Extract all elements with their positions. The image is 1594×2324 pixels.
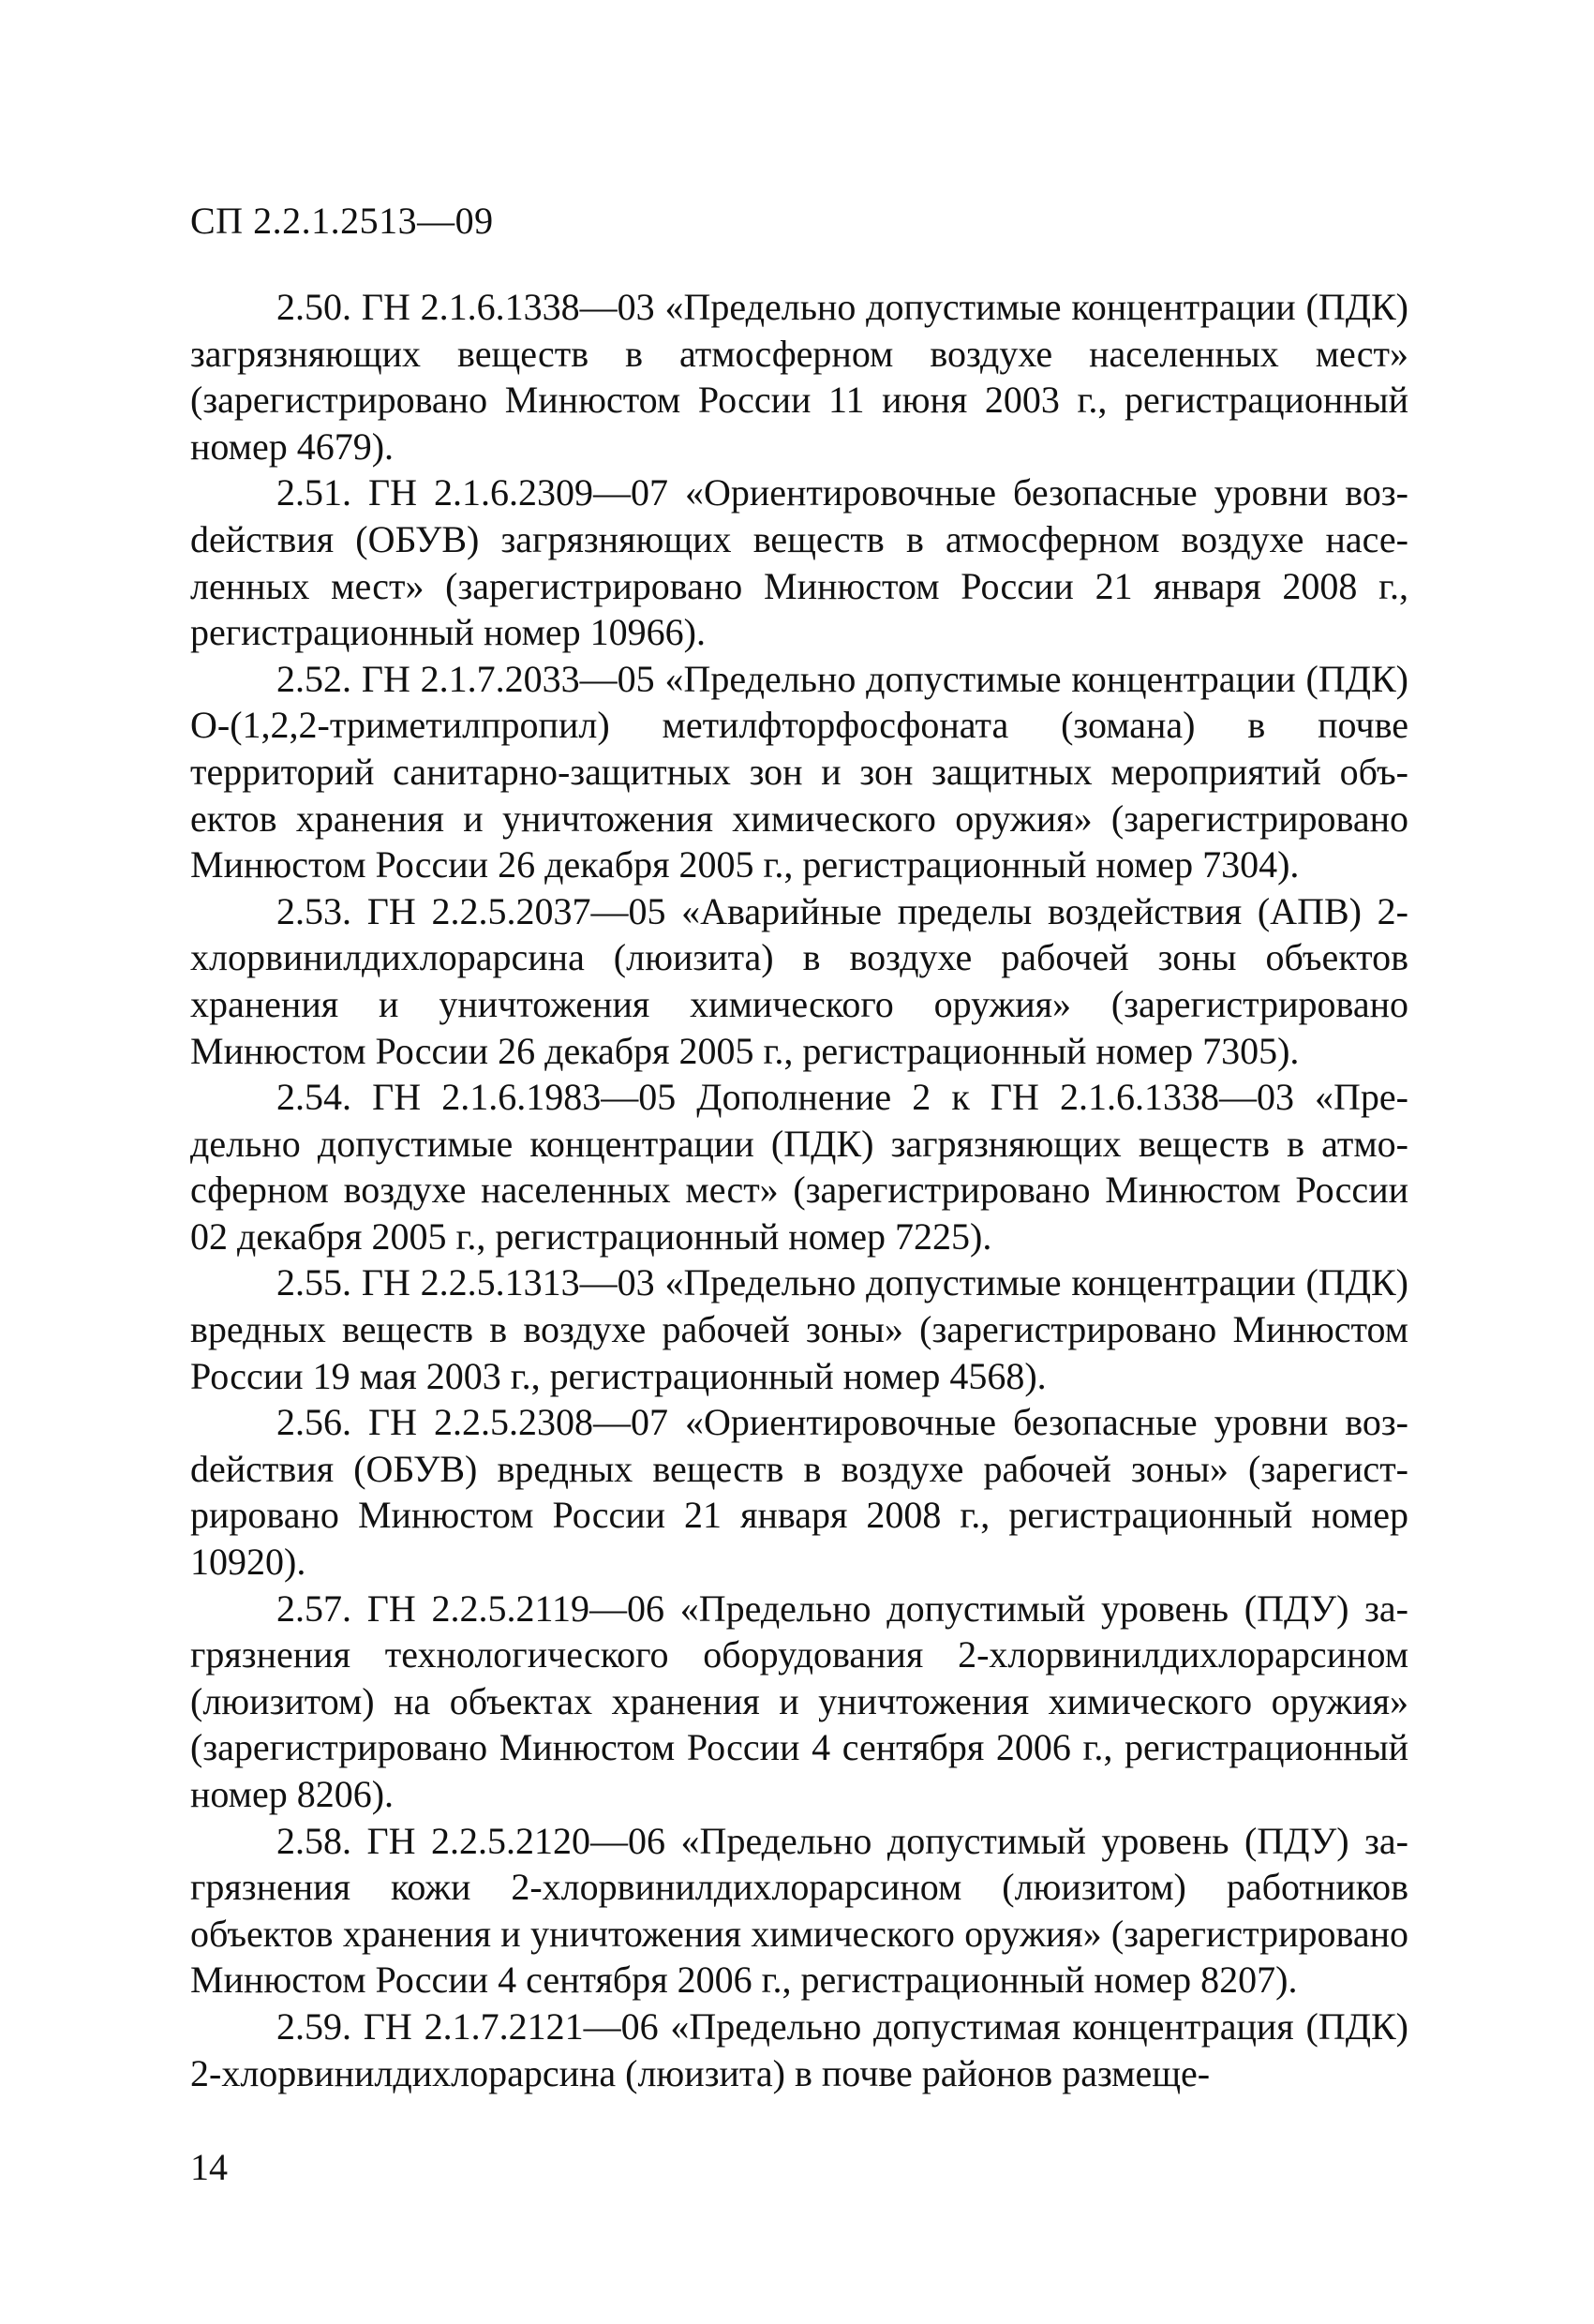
page-number: 14: [190, 2146, 228, 2188]
clause-2-58: 2.58. ГН 2.2.5.2120—06 «Предельно допустимый уровень (ПДУ) загрязнения кожи 2-хлорвинилдихлорарсином (люизитом) работников объектов хранения и уничтожения химического оружия» (зарегистрировано Минюстом России 4 сентября 2006 г., регистрационный номер 8207).: [190, 1819, 1408, 2002]
clause-2-53: 2.53. ГН 2.2.5.2037—05 «Аварийные пределы воздействия (АПВ) 2-хлорвинилдихлорарсина (люизита) в воздухе рабочей зоны объектов хранения и уничтожения химического оружия» (зарегистрировано Минюстом России 26 декабря 2005 г., регистрационный номер 7305).: [190, 889, 1408, 1072]
clause-2-52: 2.52. ГН 2.1.7.2033—05 «Предельно допустимые концентрации (ПДК) О-(1,2,2-триметилпропил) метилфторфосфоната (зомана) в почве территорий санитарно-защитных зон и зон защитных мероприятий объектов хранения и уничтожения химического оружия» (зарегистрировано Минюстом России 26 декабря 2005 г., регистрационный номер 7304).: [190, 657, 1408, 886]
clause-2-56: 2.56. ГН 2.2.5.2308—07 «Ориентировочные безопасные уровни возdействия (ОБУВ) вредных веществ в воздухе рабочей зоны» (зарегистрировано Минюстом России 21 января 2008 г., регистрационный номер 10920).: [190, 1401, 1408, 1584]
clause-2-55: 2.55. ГН 2.2.5.1313—03 «Предельно допустимые концентрации (ПДК) вредных веществ в воздухе рабочей зоны» (зарегистрировано Минюстом России 19 мая 2003 г., регистрационный номер 4568).: [190, 1261, 1408, 1397]
document-code-header: СП 2.2.1.2513—09: [190, 200, 494, 242]
clause-2-50: 2.50. ГН 2.1.6.1338—03 «Предельно допустимые концентрации (ПДК) загрязняющих веществ в атмосферном воздухе населенных мест» (зарегистрировано Минюстом России 11 июня 2003 г., регистрационный номер 4679).: [190, 286, 1408, 468]
clause-2-57: 2.57. ГН 2.2.5.2119—06 «Предельно допустимый уровень (ПДУ) загрязнения технологического оборудования 2-хлорвинилдихлорарсином (люизитом) на объектах хранения и уничтожения химического оружия» (зарегистрировано Минюстом России 4 сентября 2006 г., регистрационный номер 8206).: [190, 1587, 1408, 1815]
clause-2-59: 2.59. ГН 2.1.7.2121—06 «Предельно допустимая концентрация (ПДК) 2-хлорвинилдихлорарсина (люизита) в почве районов размеще-: [190, 2004, 1408, 2094]
clause-2-51: 2.51. ГН 2.1.6.2309—07 «Ориентировочные безопасные уровни возdействия (ОБУВ) загрязняющих веществ в атмосферном воздухе населенных мест» (зарегистрировано Минюстом России 21 января 2008 г., регистрационный номер 10966).: [190, 471, 1408, 654]
clause-2-54: 2.54. ГН 2.1.6.1983—05 Дополнение 2 к ГН 2.1.6.1338—03 «Предельно допустимые концентрации (ПДК) загрязняющих веществ в атмосферном воздухе населенных мест» (зарегистрировано Минюстом России 02 декабря 2005 г., регистрационный номер 7225).: [190, 1076, 1408, 1258]
clause-list: [190, 284, 1408, 2096]
